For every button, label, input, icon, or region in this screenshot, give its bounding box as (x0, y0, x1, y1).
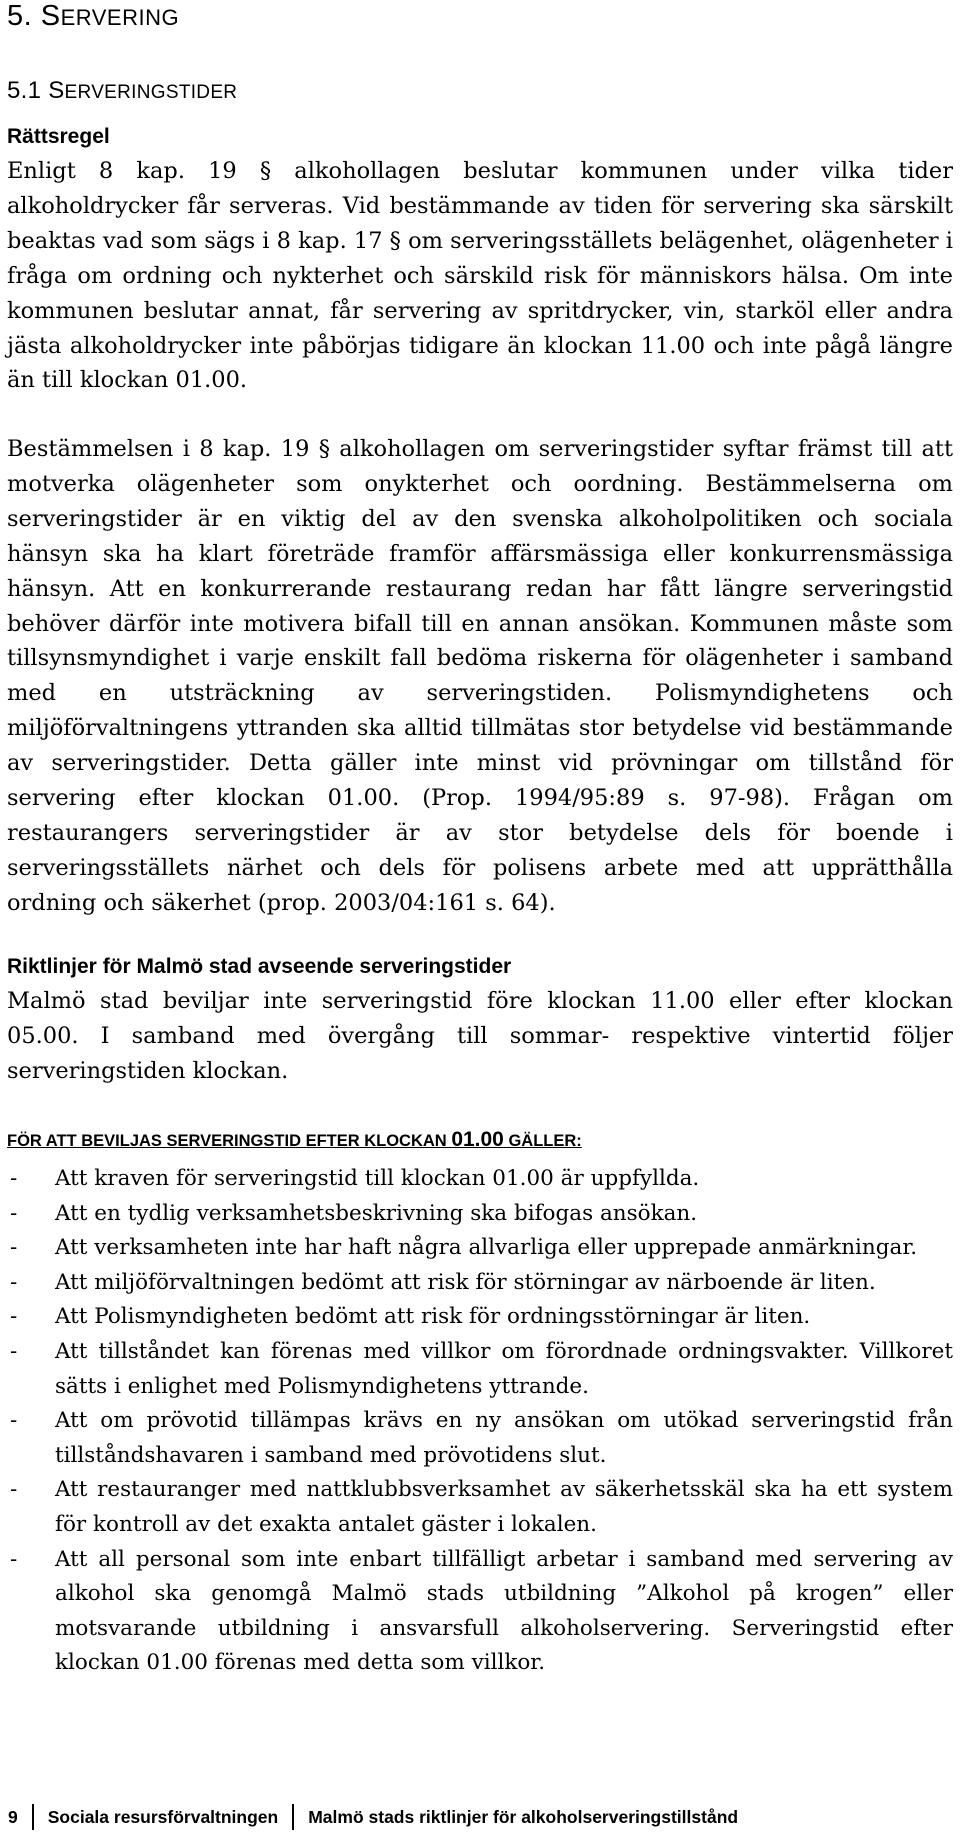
section-number: 5.1 (7, 77, 49, 104)
chapter-title-rest: ERVERING (60, 5, 180, 30)
paragraph-1: Enligt 8 kap. 19 § alkohollagen beslutar kommunen under vilka tider alkoholdrycker får serveras. Vid bestämmande av tiden för servering ska särskilt beaktas vad som sägs i 8 kap. 17 § om serveringsställets belägenhet, olägenheter i fråga om ordning och nykterhet och särskild risk för människors hälsa. Om inte kommunen beslutar annat, får servering av spritdrycker, vin, starköl eller andra jästa alkoholdrycker inte påbörjas tidigare än klockan 11.00 och inte pågå längre än till klockan 01.00. (7, 158, 953, 394)
list-item: - Att restauranger med nattklubbsverksamhet av säkerhetsskäl ska ha ett system för kontroll av det exakta antalet gäster i lokalen. (10, 1477, 953, 1537)
conditions-heading-tail: GÄLLER: (503, 1132, 582, 1150)
purpose-paragraph (7, 432, 953, 921)
section-initial: S (48, 77, 65, 104)
section-title-rest: ERVERINGSTIDER (64, 82, 238, 103)
conditions-list (7, 1162, 953, 1681)
legal-rule-label: Rättsregel (7, 125, 110, 148)
footer-department: Sociala resursförvaltningen (47, 1806, 279, 1827)
list-item: - Att verksamheten inte har haft några allvarliga eller upprepade anmärkningar. (10, 1235, 918, 1261)
page-number: 9 (8, 1806, 18, 1827)
chapter-initial: S (40, 0, 61, 32)
list-item: - Att miljöförvaltningen bedömt att risk för störningar av närboende är liten. (10, 1269, 876, 1295)
paragraph-3: Malmö stad beviljar inte serveringstid före klockan 11.00 eller efter klockan 05.00. I samband med övergång till sommar- respektive vintertid följer serveringstiden klockan. (7, 988, 953, 1084)
list-item: - Att en tydlig verksamhetsbeskrivning ska bifogas ansökan. (10, 1200, 698, 1226)
paragraph-2: Bestämmelsen i 8 kap. 19 § alkohollagen om serveringstider syftar främst till att motverka olägenheter som onykterhet och oordning. Bestämmelserna om serveringstider är en viktig del av den svenska alkoholpolitiken och sociala hänsyn ska ha klart företräde framför affärsmässiga eller konkurrensmässiga hänsyn. Att en konkurrerande restaurang redan har fått längre serveringstid behöver därför inte motivera bifall till en annan ansökan. Kommunen måste som tillsynsmyndighet i varje enskilt fall bedöma riskerna för olägenheter i samband med en utsträckning av serveringstiden. Polismyndighetens och miljöförvaltningens yttranden ska alltid tillmätas stor betydelse vid bestämmande av serveringstider. Detta gäller inte minst vid prövningar om tillstånd för servering efter klockan 01.00. (Prop. 1994/95:89 s. 97-98). Frågan om restaurangers serveringstider är av stor betydelse dels för boende i serveringsställets närhet och dels för polisens arbete med att upprätthålla ordning och säkerhet (prop. 2003/04:161 s. 64). (7, 436, 953, 916)
guidelines-label: Riktlinjer för Malmö stad avseende serveringstider (7, 955, 512, 978)
conditions-heading (7, 1128, 582, 1152)
section-heading (7, 77, 237, 105)
footer-divider (292, 1804, 294, 1830)
conditions-heading-time: 01.00 (451, 1128, 504, 1151)
list-item: - Att all personal som inte enbart tillfälligt arbetar i samband med servering av alkohol ska genomgå Malmö stads utbildning ”Alkohol på krogen” eller motsvarande utbildning i ansvarsfull alkoholservering. Serveringstid efter klockan 01.00 förenas med detta som villkor. (10, 1546, 953, 1676)
legal-rule-paragraph (7, 154, 953, 398)
footer-divider (32, 1804, 34, 1830)
list-item: - Att Polismyndigheten bedömt att risk för ordningsstörningar är liten. (10, 1304, 811, 1330)
list-item: - Att tillståndet kan förenas med villkor om förordnade ordningsvakter. Villkoret sätts i enlighet med Polismyndighetens yttrande. (10, 1338, 953, 1399)
guidelines-paragraph (7, 984, 953, 1089)
chapter-number: 5. (7, 0, 41, 32)
conditions-heading-text: FÖR ATT BEVILJAS SERVERINGSTID EFTER KLOCKAN (7, 1132, 452, 1150)
chapter-heading (7, 0, 179, 33)
footer-document-title: Malmö stads riktlinjer för alkoholserveringstillstånd (308, 1806, 739, 1827)
list-item: - Att kraven för serveringstid till klockan 01.00 är uppfyllda. (10, 1166, 700, 1191)
list-item: - Att om prövotid tillämpas krävs en ny ansökan om utökad serveringstid från tillståndshavaren i samband med prövotidens slut. (10, 1408, 953, 1468)
page-footer (8, 1804, 738, 1830)
